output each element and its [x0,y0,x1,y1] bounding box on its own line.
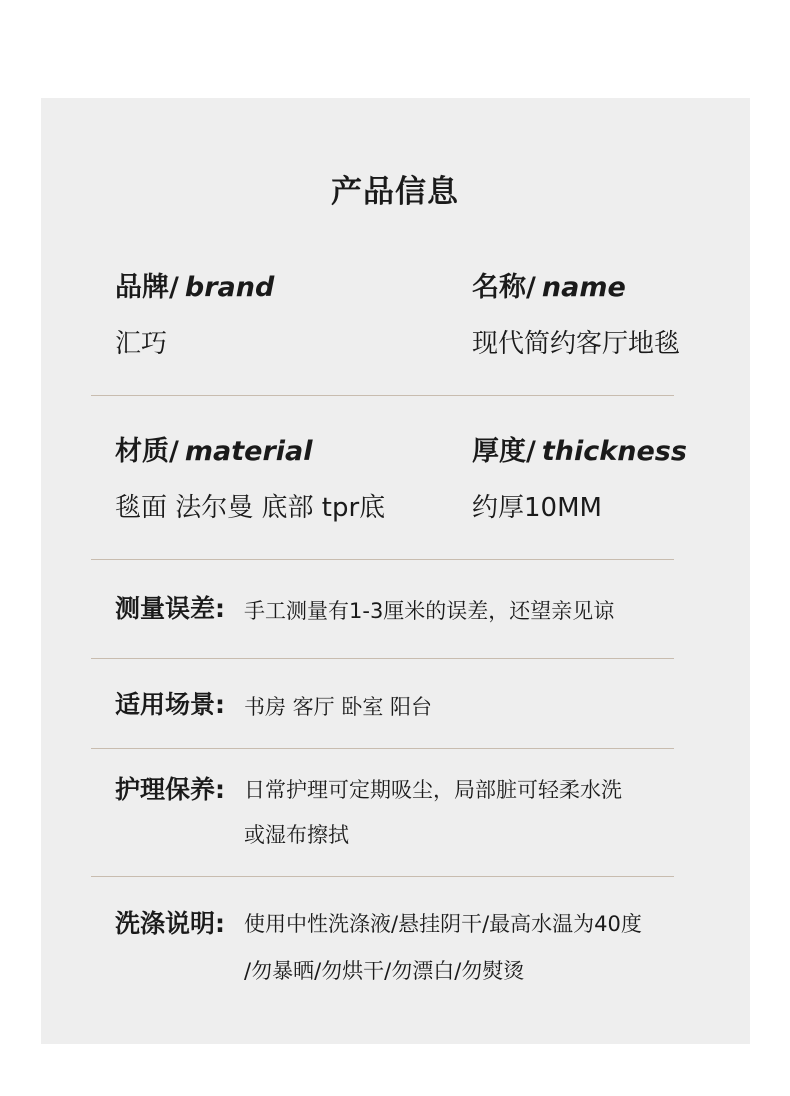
divider [91,658,674,659]
measure-error-label: 测量误差: [115,594,225,623]
thickness-label [472,434,687,470]
washing-value-line2: /勿暴晒/勿烘干/勿漂白/勿熨烫 [244,959,525,983]
thickness-label-en: thickness [541,436,687,467]
brand-label-en: brand [184,272,275,303]
divider [91,559,674,560]
care-value-line1: 日常护理可定期吸尘，局部脏可轻柔水洗 [244,778,622,802]
divider [91,395,674,396]
material-label-cn: 材质/ [115,436,179,467]
name-label [472,270,626,306]
material-value: 毯面 法尔曼 底部 tpr底 [115,493,386,523]
thickness-value: 约厚10MM [472,493,602,523]
material-label-en: material [184,436,313,467]
info-card [41,98,750,1044]
brand-label-cn: 品牌/ [115,272,179,303]
brand-label [115,270,274,306]
thickness-label-cn: 厚度/ [472,436,536,467]
name-label-en: name [541,272,626,303]
name-value: 现代简约客厅地毯 [472,329,681,359]
usage-value: 书房 客厅 卧室 阳台 [244,695,433,719]
care-value-line2: 或湿布擦拭 [244,823,349,847]
material-label [115,434,313,470]
divider [91,748,674,749]
care-label: 护理保养: [115,775,225,804]
divider [91,876,674,877]
measure-error-value: 手工测量有1-3厘米的误差，还望亲见谅 [244,599,615,623]
page-title: 产品信息 [331,174,459,210]
name-label-cn: 名称/ [472,272,536,303]
washing-label: 洗涤说明: [115,909,225,938]
usage-label: 适用场景: [115,690,225,719]
brand-value: 汇巧 [115,329,168,359]
washing-value-line1: 使用中性洗涤液/悬挂阴干/最高水温为40度 [244,912,642,936]
